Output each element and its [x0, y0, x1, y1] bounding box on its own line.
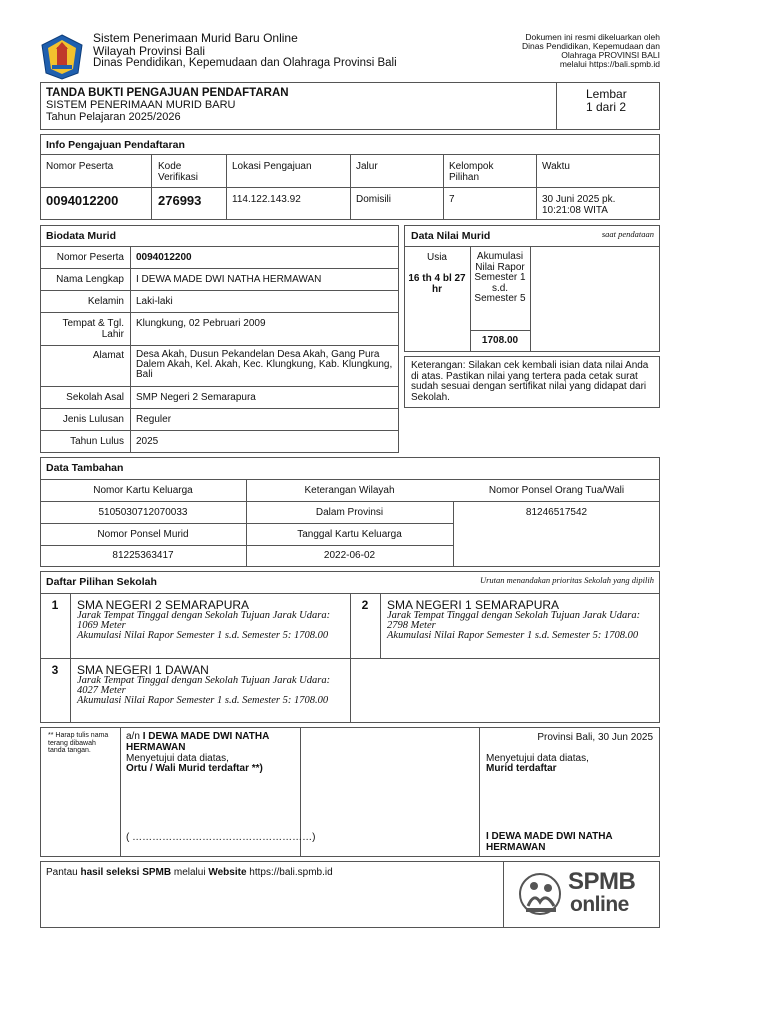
sign-murid-name: I DEWA MADE DWI NATHA HERMAWAN — [486, 831, 613, 853]
sign-dots: ( ………………………………………………) — [126, 832, 316, 843]
bio-label-alamat: Alamat — [92, 350, 124, 361]
bio-value-sekolah: SMP Negeri 2 Semarapura — [136, 392, 256, 403]
footer-pantau: Pantau — [46, 867, 78, 878]
school-1-nilai: Akumulasi Nilai Rapor Semester 1 s.d. Semester 5: 1708.00 — [77, 630, 329, 641]
tambahan-v-ponsel-ortu: 81246517542 — [525, 507, 588, 518]
info-value-lokasi: 114.122.143.92 — [232, 194, 301, 205]
info-value-kelompok: 7 — [449, 194, 455, 205]
document-title: TANDA BUKTI PENGAJUAN PENDAFTARAN — [46, 87, 289, 99]
spmb-logo-online: online — [570, 893, 629, 916]
nilai-usia-value: 16 th 4 bl 27 hr — [408, 273, 466, 295]
school-1-number: 1 — [51, 598, 59, 612]
info-header-kode: Kode Verifikasi — [158, 161, 199, 183]
bio-value-ttl: Klungkung, 02 Pebruari 2009 — [136, 318, 266, 329]
bio-label-ttl: Tempat & Tgl. Lahir — [62, 318, 124, 340]
footer-hasil: hasil seleksi SPMB — [80, 867, 172, 878]
header-line-1: Sistem Penerimaan Murid Baru Online — [93, 31, 298, 45]
header-right-4: melalui https://bali.spmb.id — [559, 59, 660, 69]
signature-note: ** Harap tulis nama terang dibawah tanda tangan. — [48, 732, 109, 754]
bio-label-nama: Nama Lengkap — [56, 274, 124, 285]
bio-label-tahun: Tahun Lulus — [70, 436, 124, 447]
school-2-name: SMA NEGERI 1 SEMARAPURA — [387, 598, 560, 612]
bio-label-sekolah: Sekolah Asal — [66, 392, 124, 403]
tambahan-v-kk: 5105030712070033 — [98, 507, 188, 518]
school-3-jarak: Jarak Tempat Tinggal dengan Sekolah Tujuan Jarak Udara: 4027 Meter — [77, 675, 331, 696]
info-value-nomor: 0094012200 — [46, 193, 119, 208]
info-value-waktu: 30 Juni 2025 pk. 10:21:08 WITA — [542, 194, 616, 216]
footer-website: Website — [208, 867, 247, 878]
bio-label-nomor: Nomor Peserta — [56, 252, 124, 263]
header-line-3: Dinas Pendidikan, Kepemudaan dan Olahraga Provinsi Bali — [93, 57, 397, 69]
header-line-2: Wilayah Provinsi Bali — [93, 44, 206, 58]
province-logo — [38, 33, 86, 81]
info-header-lokasi: Lokasi Pengajuan — [232, 161, 312, 172]
bio-value-tahun: 2025 — [136, 436, 159, 447]
tambahan-v-ponsel-murid: 81225363417 — [112, 550, 174, 561]
tambahan-h-tgl-kk: Tanggal Kartu Keluarga — [297, 529, 402, 540]
tambahan-h-ponsel-ortu: Nomor Ponsel Orang Tua/Wali — [488, 485, 625, 496]
header-right-3: Olahraga PROVINSI BALI — [561, 50, 660, 60]
info-section-title: Info Pengajuan Pendaftaran — [46, 139, 185, 151]
school-3-number: 3 — [51, 663, 59, 677]
school-2-jarak: Jarak Tempat Tinggal dengan Sekolah Tujuan Jarak Udara: 2798 Meter — [387, 610, 641, 631]
tambahan-section-title: Data Tambahan — [46, 462, 124, 474]
footer-url[interactable]: https://bali.spmb.id — [249, 867, 333, 878]
bali-province-emblem-icon — [38, 33, 86, 81]
sheet-label: Lembar — [586, 87, 627, 101]
bio-label-lulusan: Jenis Lulusan — [62, 414, 124, 425]
bio-value-lulusan: Reguler — [136, 414, 172, 425]
school-2-number: 2 — [361, 598, 369, 612]
pilihan-section-title: Daftar Pilihan Sekolah — [46, 576, 157, 588]
info-value-jalur: Domisili — [356, 194, 391, 205]
bio-value-alamat: Desa Akah, Dusun Pekandelan Desa Akah, Gang Pura Dalem Akah, Kel. Akah, Kec. Klungkung, Kab. Klungkung, Bali — [136, 349, 393, 380]
sign-setuju-murid: Menyetujui data diatas, — [486, 753, 589, 764]
footer-melalui: melalui — [173, 867, 206, 878]
bio-value-nomor: 0094012200 — [136, 252, 192, 263]
school-3-name: SMA NEGERI 1 DAWAN — [77, 663, 209, 677]
nilai-akumulasi-header: Akumulasi Nilai Rapor Semester 1 s.d. Semester 5 — [474, 251, 526, 304]
tambahan-v-wilayah: Dalam Provinsi — [315, 507, 384, 518]
nilai-section-title: Data Nilai Murid — [411, 230, 491, 242]
nilai-section-note: saat pendataan — [601, 229, 654, 239]
header-right-1: Dokumen ini resmi dikeluarkan oleh — [525, 32, 660, 42]
sign-setuju-parent: Menyetujui data diatas, — [126, 753, 229, 764]
nilai-akumulasi-value: 1708.00 — [481, 335, 519, 346]
nilai-usia-header: Usia — [426, 252, 447, 263]
info-header-nomor: Nomor Peserta — [46, 161, 114, 172]
footer-text — [46, 867, 333, 878]
document-subtitle: SISTEM PENERIMAAN MURID BARU — [46, 99, 236, 111]
sign-place-date: Provinsi Bali, 30 Jun 2025 — [537, 732, 653, 743]
sign-ortu-label: Ortu / Wali Murid terdaftar **) — [126, 763, 263, 774]
spmb-logo-text: SPMB — [568, 868, 636, 895]
biodata-section-title: Biodata Murid — [46, 230, 116, 242]
info-header-kelompok: Kelompok Pilihan — [449, 161, 494, 183]
tambahan-h-wilayah: Keterangan Wilayah — [304, 485, 395, 496]
school-1-jarak: Jarak Tempat Tinggal dengan Sekolah Tujuan Jarak Udara: 1069 Meter — [77, 610, 331, 631]
sign-an-prefix: a/n — [126, 731, 140, 742]
header-right-2: Dinas Pendidikan, Kepemudaan dan — [522, 41, 660, 51]
tambahan-v-tgl-kk: 2022-06-02 — [323, 550, 376, 561]
info-value-kode: 276993 — [158, 193, 202, 208]
academic-year: Tahun Pelajaran 2025/2026 — [46, 111, 181, 123]
sign-murid-label: Murid terdaftar — [486, 763, 557, 774]
tambahan-h-kk: Nomor Kartu Keluarga — [93, 485, 193, 496]
bio-value-nama: I DEWA MADE DWI NATHA HERMAWAN — [136, 274, 322, 285]
sign-parent-block — [126, 732, 296, 753]
school-2-nilai: Akumulasi Nilai Rapor Semester 1 s.d. Semester 5: 1708.00 — [387, 630, 639, 641]
info-header-jalur: Jalur — [356, 161, 378, 172]
sign-an-name: I DEWA MADE DWI NATHA HERMAWAN — [126, 731, 269, 753]
school-3-nilai: Akumulasi Nilai Rapor Semester 1 s.d. Semester 5: 1708.00 — [77, 695, 329, 706]
spmb-online-logo-icon — [518, 866, 572, 922]
nilai-keterangan: Keterangan: Silakan cek kembali isian data nilai Anda di atas. Pastikan nilai yang tertera pada cetak surat sudah sesuai dengan sertifikat nilai yang didapat dari Sekolah. — [411, 360, 649, 403]
school-1-name: SMA NEGERI 2 SEMARAPURA — [77, 598, 250, 612]
sheet-value: 1 dari 2 — [586, 100, 627, 114]
pilihan-section-note: Urutan menandakan prioritas Sekolah yang dipilih — [479, 575, 654, 585]
bio-label-kelamin: Kelamin — [87, 296, 124, 307]
tambahan-h-ponsel-murid: Nomor Ponsel Murid — [97, 529, 189, 540]
bio-value-kelamin: Laki-laki — [136, 296, 173, 307]
spmb-online-logo — [518, 866, 648, 922]
info-header-waktu: Waktu — [542, 161, 570, 172]
